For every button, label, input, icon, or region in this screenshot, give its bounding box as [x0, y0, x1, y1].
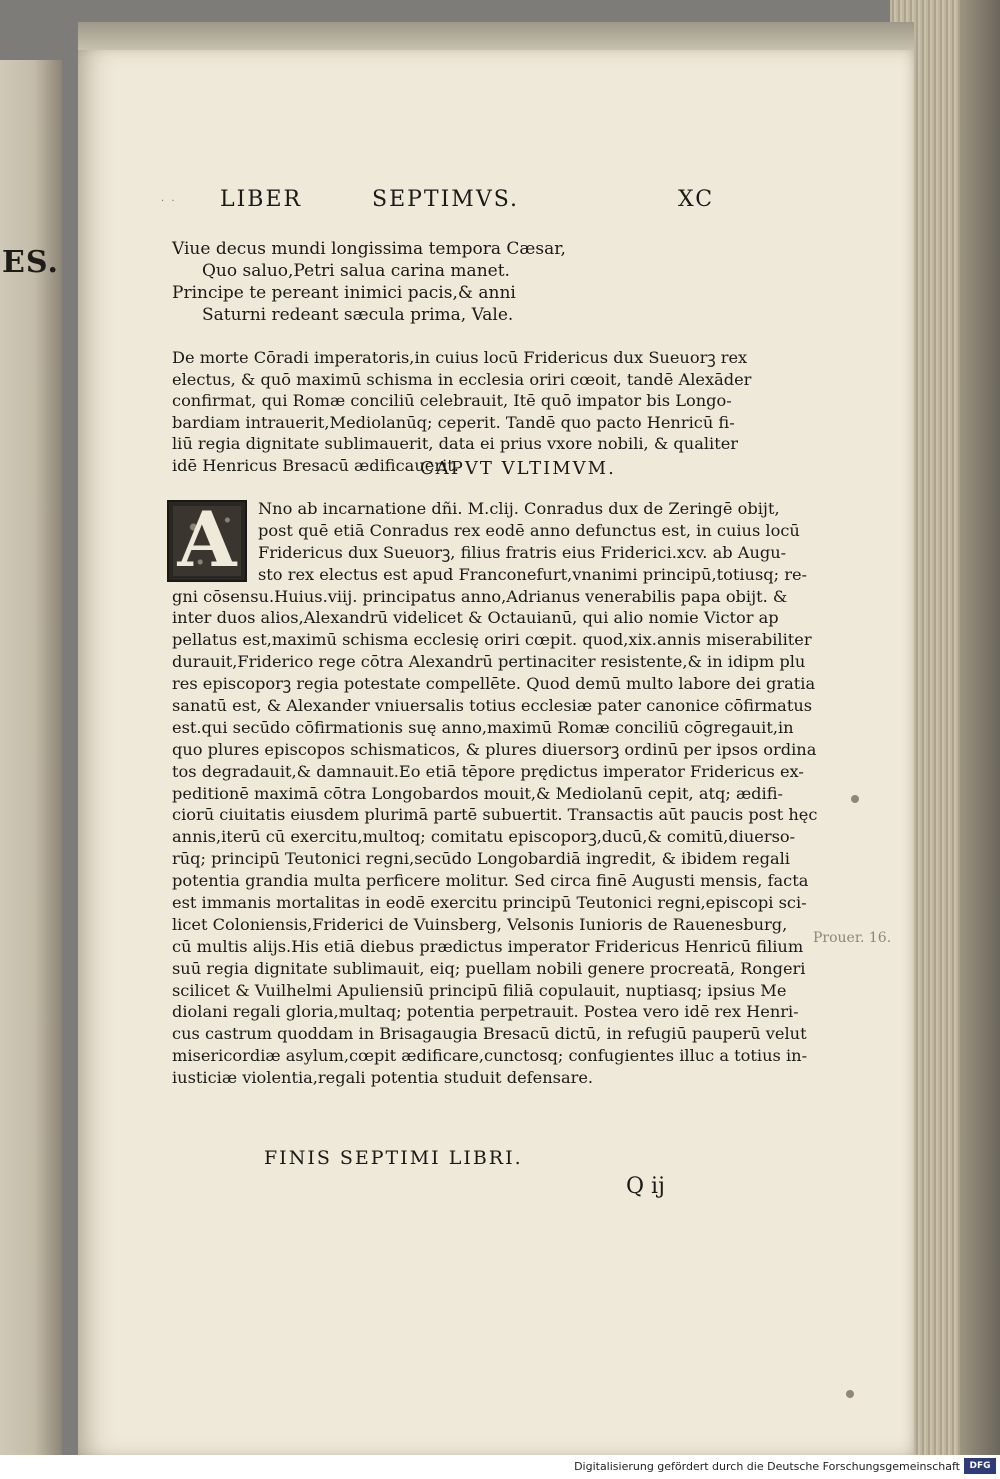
margin-note: Prouer. 16. — [813, 930, 892, 946]
ornament: · · — [161, 196, 177, 207]
body-line: Fridericus dux Sueuorꝫ, filius fratris eius Friderici.xcv. ab Augu- — [258, 542, 787, 562]
body-line: misericordiæ asylum,cœpit ædificare,cunctosq; confugientes illuc a totius in- — [172, 1046, 808, 1066]
body-line: cū multis alijs.His etiā diebus prædictus imperator Fridericus Henricū filium — [172, 936, 804, 956]
running-head-liber: LIBER — [220, 187, 303, 212]
body-line: durauit,Friderico rege cōtra Alexandrū pertinaciter resistente,& in idipm plu — [172, 652, 806, 672]
body-line: cus castrum quoddam in Brisagaugia Bresacū dictū, in refugiū pauperū velut — [172, 1024, 807, 1044]
body-line: peditionē maximā cōtra Longobardos mouit,& Mediolanū cepit, atq; ædifi- — [172, 783, 783, 803]
running-head-septimus: SEPTIMVS. — [372, 187, 519, 212]
verse-line: Principe te pereant inimici pacis,& anni — [172, 283, 516, 303]
body-line: sanatū est, & Alexander vniuersalis totius ecclesiæ pater canonice cōfirmatus — [172, 696, 813, 716]
folio-number: XC — [678, 187, 715, 212]
verse-line: Viue decus mundi longissima tempora Cæsar, — [172, 239, 566, 259]
body-line: potentia grandia multa perficere molitur. Sed circa finē Augusti mensis, facta — [172, 871, 809, 891]
body-line: quo plures episcopos schismaticos, & plures diuersorꝫ ordinū per ipsos ordina — [172, 739, 817, 759]
chapter-summary — [172, 347, 752, 476]
body-line: iusticiæ violentia,regali potentia studuit defensare. — [172, 1068, 594, 1088]
body-line: post quē etiā Conradus rex eodē anno defunctus est, in cuius locū — [258, 520, 800, 540]
book-edge-shadow — [960, 0, 1000, 1455]
signature-mark: Q ij — [626, 1174, 665, 1199]
chapter-heading: CAPVT VLTIMVM. — [420, 458, 616, 479]
body-line: scilicet & Vuilhelmi Apuliensiū principū filiā copulauit, nuptiasq; ipsius Me — [172, 980, 787, 1000]
body-line: gni cōsensu.Huius.viij. principatus anno,Adrianus venerabilis papa obijt. & — [172, 586, 788, 606]
body-line: res episcoporꝫ regia potestate compellēte. Quod demū multo labore dei gratia — [172, 674, 816, 694]
body-line: est immanis mortalitas in eodē exercitu principū Teutonici regni,episcopi sci- — [172, 893, 807, 913]
body-text — [172, 498, 818, 1089]
body-line: rūq; principū Teutonici regni,secūdo Longobardiā ingredit, & ibidem regali — [172, 849, 790, 869]
summary-line: confirmat, qui Romæ conciliū celebrauit, Itē quō impator bis Longo- — [172, 391, 732, 410]
body-line: inter duos alios,Alexandrū videlicet & Octauianū, qui alio nomie Victor ap — [172, 608, 779, 628]
body-line: suū regia dignitate sublimauit, eiq; puellam nobili genere procreatā, Rongeri — [172, 958, 806, 978]
body-line: annis,iterū cū exercitu,multoq; comitatu episcoporꝫ,ducū,& comitū,diuerso- — [172, 827, 796, 847]
verse-block — [172, 238, 692, 326]
dfg-logo: DFG — [964, 1458, 996, 1474]
body-line: sto rex electus est apud Franconefurt,vnanimi principū,totiusq; re- — [258, 564, 808, 584]
footer-credit: Digitalisierung gefördert durch die Deutsche Forschungsgemeinschaft — [574, 1460, 960, 1473]
body-line: ciorū ciuitatis eiusdem plurimā partē subuertit. Transactis aūt paucis post hęc — [172, 805, 818, 825]
summary-line: idē Henricus Bresacū ædificauerit. — [172, 455, 459, 475]
body-line: licet Coloniensis,Friderici de Vuinsberg, Velsonis Iunioris de Rauenesburg, — [172, 914, 788, 934]
initial-letter: A — [177, 495, 237, 584]
body-line: tos degradauit,& damnauit.Eo etiā tēpore prędictus imperator Fridericus ex- — [172, 761, 804, 781]
verse-line: Saturni redeant sæcula prima, Vale. — [202, 305, 514, 325]
body-line: est.qui secūdo cōfirmationis suę anno,maximū Romæ conciliū cōgregauit,in — [172, 717, 794, 737]
closing-line: FINIS SEPTIMI LIBRI. — [264, 1147, 523, 1169]
summary-line: liū regia dignitate sublimauerit, data ei prius vxore nobili, & qualiter — [172, 434, 739, 453]
body-line: diolani regali gloria,multaq; potentia perpetrauit. Postea vero idē rex Henri- — [172, 1002, 799, 1022]
left-page-edge — [0, 60, 62, 1455]
summary-line: electus, & quō maximū schisma in ecclesia oriri cœoit, tandē Alexāder — [172, 369, 752, 389]
footer-bar — [0, 1455, 1000, 1479]
left-page-fragment: ES. — [2, 245, 59, 280]
summary-line: bardiam intrauerit,Mediolanūq; ceperit. Tandē quo pacto Henricū fi- — [172, 412, 735, 432]
page — [78, 50, 914, 1455]
verse-line: Quo saluo,Petri salua carina manet. — [202, 261, 510, 281]
body-line: pellatus est,maximū schisma ecclesię oriri cœpit. quod,xix.annis miserabiliter — [172, 630, 812, 650]
summary-line: De morte Cōradi imperatoris,in cuius locū Fridericus dux Sueuorꝫ rex — [172, 348, 748, 367]
paper-blemish — [851, 795, 859, 803]
body-line: Nno ab incarnatione dñi. M.clij. Conradus dux de Zeringē obijt, — [258, 499, 780, 518]
running-head — [220, 183, 720, 213]
paper-blemish — [846, 1390, 854, 1398]
